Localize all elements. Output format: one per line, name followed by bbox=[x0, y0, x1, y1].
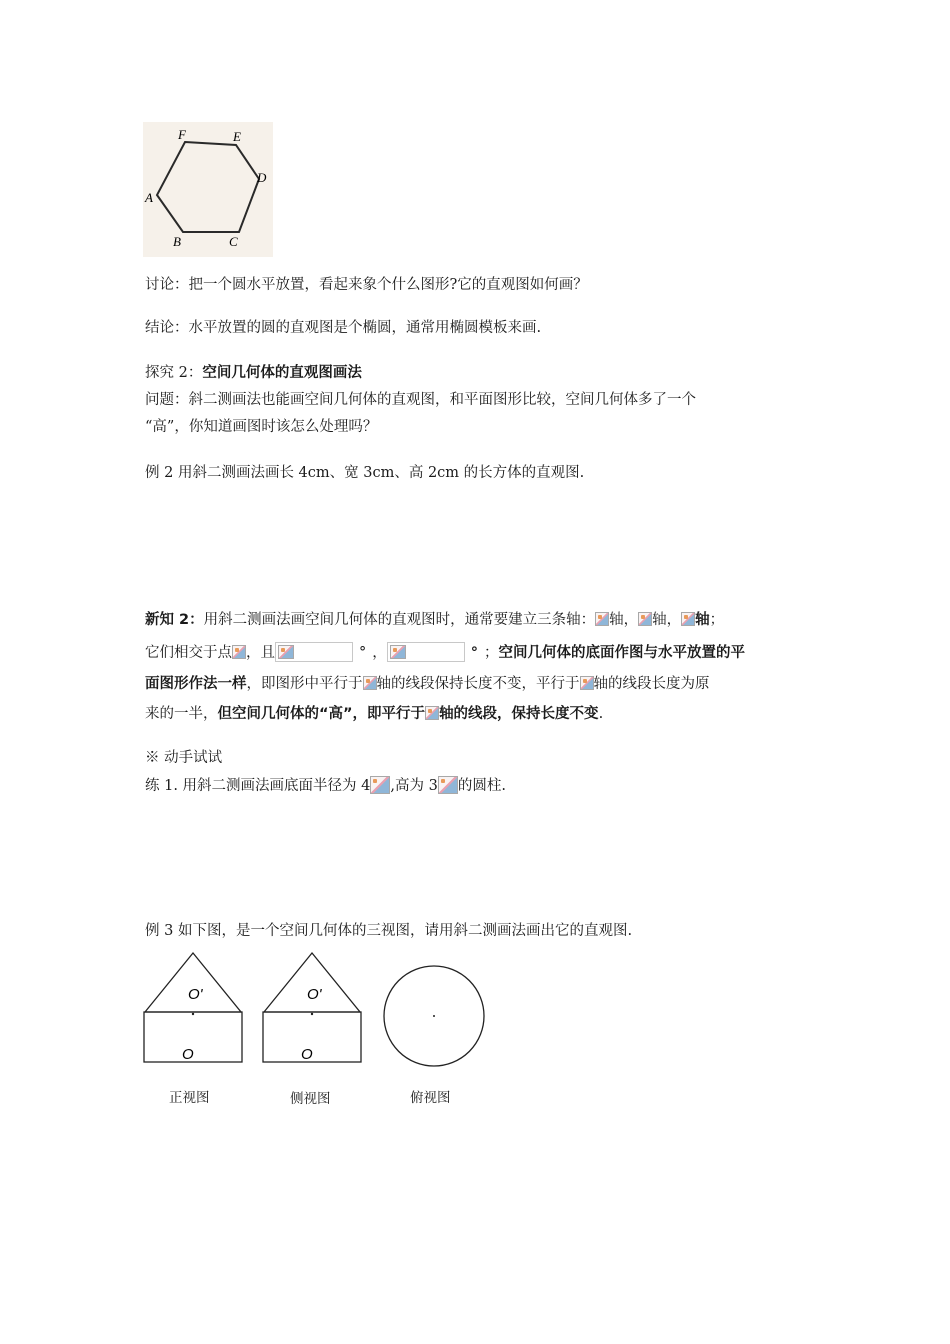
conclusion-text: 结论：水平放置的圆的直观图是个椭圆，通常用椭圆模板来画. bbox=[145, 320, 542, 336]
bold-keep-length-text: 轴的线段，保持长度不变 bbox=[439, 706, 599, 722]
practice-1-part-a: 练 1. 用斜二测画法画底面半径为 4 bbox=[145, 778, 371, 794]
semicolon: ； bbox=[484, 645, 499, 661]
example-3-text: 例 3 如下图，是一个空间几何体的三视图，请用斜二测画法画出它的直观图. bbox=[145, 923, 633, 939]
three-views-diagram bbox=[140, 948, 500, 1068]
side-view-bottom-center-label: O bbox=[301, 1046, 313, 1063]
side-view-caption: 侧视图 bbox=[290, 1091, 331, 1107]
axis-word-bold: 轴 bbox=[695, 612, 710, 628]
unit-cm-image-icon bbox=[370, 776, 390, 794]
bold-statement-part-1: 空间几何体的底面作图与水平放置的平 bbox=[498, 645, 745, 661]
new-knowledge-label: 新知 2： bbox=[145, 612, 204, 628]
angle-xoy-image-field bbox=[275, 642, 353, 662]
new-knowledge-line-3 bbox=[145, 674, 710, 694]
top-view-caption: 俯视图 bbox=[410, 1090, 451, 1106]
explore-2-title: 空间几何体的直观图画法 bbox=[202, 365, 362, 381]
angle-image-icon bbox=[278, 645, 294, 659]
separator: ， bbox=[666, 612, 682, 628]
y-axis-image-icon bbox=[638, 612, 652, 626]
and-text: ，且 bbox=[246, 645, 275, 661]
example-2-text: 例 2 用斜二测画法画长 4cm、宽 3cm、高 2cm 的长方体的直观图. bbox=[145, 465, 585, 481]
vertex-label-c: C bbox=[229, 234, 238, 249]
z-axis-image-icon bbox=[425, 706, 439, 720]
period: . bbox=[598, 706, 604, 722]
separator: ， bbox=[623, 612, 639, 628]
vertex-label-b: B bbox=[173, 234, 181, 249]
practice-1-text bbox=[145, 776, 506, 796]
top-view bbox=[384, 966, 484, 1066]
question-line-1: 问题：斜二测画法也能画空间几何体的直观图，和平面图形比较，空间几何体多了一个 bbox=[145, 392, 696, 408]
x-axis-image-icon bbox=[595, 612, 609, 626]
vertex-label-e: E bbox=[233, 129, 241, 144]
side-view-top-center-label: O' bbox=[307, 986, 322, 1003]
new-knowledge-line-2 bbox=[145, 642, 745, 663]
angle-image-icon bbox=[390, 645, 406, 659]
vertex-label-d: D bbox=[257, 170, 267, 185]
axis-word: 轴 bbox=[652, 612, 667, 628]
front-view-caption: 正视图 bbox=[169, 1090, 210, 1106]
parallel-text-3: 轴的线段长度为原 bbox=[593, 676, 710, 692]
front-view-top-center-label: O' bbox=[188, 986, 203, 1003]
degree-sign: ° bbox=[359, 645, 367, 661]
vertex-label-a: A bbox=[145, 190, 153, 205]
new-knowledge-text: 用斜二测画法画空间几何体的直观图时，通常要建立三条轴： bbox=[203, 612, 596, 628]
hexagon-diagram bbox=[143, 122, 273, 257]
hexagon-figure bbox=[143, 122, 273, 257]
x-axis-image-icon bbox=[363, 676, 377, 690]
explore-2-prefix: 探究 2： bbox=[145, 365, 203, 381]
unit-cm-image-icon bbox=[438, 776, 458, 794]
z-axis-image-icon bbox=[681, 612, 695, 626]
try-it-heading: ※ 动手试试 bbox=[145, 750, 223, 766]
vertex-label-f: F bbox=[178, 127, 186, 142]
side-view bbox=[263, 953, 361, 1063]
bold-height-text: 但空间几何体的“高”，即平行于 bbox=[217, 706, 426, 722]
parallel-text-1: ，即图形中平行于 bbox=[246, 676, 363, 692]
axis-word: 轴 bbox=[609, 612, 624, 628]
angle-xoz-image-field bbox=[387, 642, 465, 662]
explore-2-heading bbox=[145, 363, 362, 383]
discussion-text: 讨论：把一个圆水平放置，看起来象个什么图形?它的直观图如何画？ bbox=[145, 277, 588, 293]
practice-1-part-b: ,高为 3 bbox=[390, 778, 438, 794]
new-knowledge-line-1 bbox=[145, 610, 724, 630]
practice-1-part-c: 的圆柱. bbox=[457, 778, 506, 794]
semicolon: ； bbox=[709, 612, 725, 628]
degree-sign-bold: ° bbox=[470, 645, 478, 661]
front-view bbox=[144, 953, 242, 1063]
parallel-text-2: 轴的线段保持长度不变，平行于 bbox=[376, 676, 580, 692]
front-view-bottom-center-label: O bbox=[182, 1046, 194, 1063]
origin-point-image-icon bbox=[232, 645, 246, 659]
intersect-text: 它们相交于点 bbox=[145, 645, 232, 661]
bold-statement-part-2: 面图形作法一样 bbox=[145, 676, 247, 692]
separator: ， bbox=[372, 645, 387, 661]
y-axis-image-icon bbox=[580, 676, 594, 690]
question-line-2: “高”，你知道画图时该怎么处理吗？ bbox=[145, 419, 378, 435]
half-text: 来的一半， bbox=[145, 706, 218, 722]
new-knowledge-line-4 bbox=[145, 704, 603, 724]
